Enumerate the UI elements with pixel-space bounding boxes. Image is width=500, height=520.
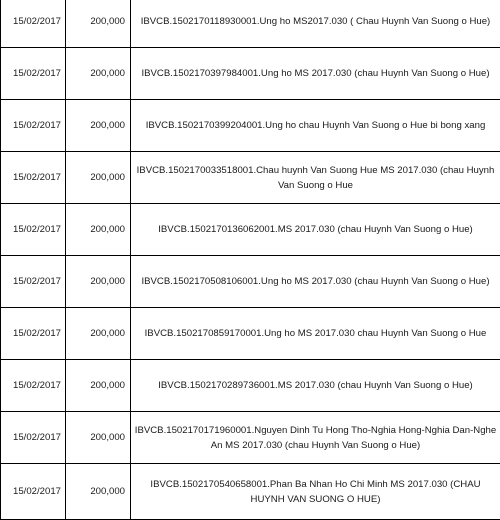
amount-cell: 200,000 — [66, 204, 131, 256]
table-row — [1, 100, 500, 152]
date-cell: 15/02/2017 — [1, 464, 66, 520]
description-cell: IBVCB.1502170118930001.Ung ho MS2017.030 ( Chau Huynh Van Suong o Hue) — [131, 0, 500, 48]
table-row — [1, 412, 500, 464]
description-cell: IBVCB.1502170399204001.Ung ho chau Huynh Van Suong o Hue bi bong xang — [131, 100, 500, 152]
date-cell: 15/02/2017 — [1, 412, 66, 464]
description-cell: IBVCB.1502170033518001.Chau huynh Van Suong Hue MS 2017.030 (chau Huynh Van Suong o Hue — [131, 152, 500, 204]
table-row — [1, 0, 500, 48]
date-cell: 15/02/2017 — [1, 308, 66, 360]
amount-cell: 200,000 — [66, 412, 131, 464]
table-row — [1, 204, 500, 256]
date-cell: 15/02/2017 — [1, 256, 66, 308]
table-row — [1, 308, 500, 360]
transactions-body — [1, 0, 500, 520]
amount-cell: 200,000 — [66, 0, 131, 48]
table-row — [1, 256, 500, 308]
date-cell: 15/02/2017 — [1, 48, 66, 100]
table-row — [1, 48, 500, 100]
date-cell: 15/02/2017 — [1, 152, 66, 204]
table-row — [1, 152, 500, 204]
description-cell: IBVCB.1502170171960001.Nguyen Dinh Tu Hong Tho-Nghia Hong-Nghia Dan-Nghe An MS 2017.030 (chau Huynh Van Suong o Hue) — [131, 412, 500, 464]
description-cell: IBVCB.1502170508106001.Ung ho MS 2017.030 (chau Huynh Van Suong o Hue) — [131, 256, 500, 308]
date-cell: 15/02/2017 — [1, 0, 66, 48]
amount-cell: 200,000 — [66, 464, 131, 520]
amount-cell: 200,000 — [66, 100, 131, 152]
description-cell: IBVCB.1502170397984001.Ung ho MS 2017.030 (chau Huynh Van Suong o Hue) — [131, 48, 500, 100]
amount-cell: 200,000 — [66, 360, 131, 412]
amount-cell: 200,000 — [66, 152, 131, 204]
description-cell: IBVCB.1502170289736001.MS 2017.030 (chau Huynh Van Suong o Hue) — [131, 360, 500, 412]
date-cell: 15/02/2017 — [1, 204, 66, 256]
date-cell: 15/02/2017 — [1, 100, 66, 152]
description-cell: IBVCB.1502170540658001.Phan Ba Nhan Ho Chi Minh MS 2017.030 (CHAU HUYNH VAN SUONG O HUE) — [131, 464, 500, 520]
date-cell: 15/02/2017 — [1, 360, 66, 412]
amount-cell: 200,000 — [66, 256, 131, 308]
amount-cell: 200,000 — [66, 308, 131, 360]
amount-cell: 200,000 — [66, 48, 131, 100]
table-row — [1, 464, 500, 520]
description-cell: IBVCB.1502170859170001.Ung ho MS 2017.030 chau Huynh Van Suong o Hue — [131, 308, 500, 360]
description-cell: IBVCB.1502170136062001.MS 2017.030 (chau Huynh Van Suong o Hue) — [131, 204, 500, 256]
table-row — [1, 360, 500, 412]
